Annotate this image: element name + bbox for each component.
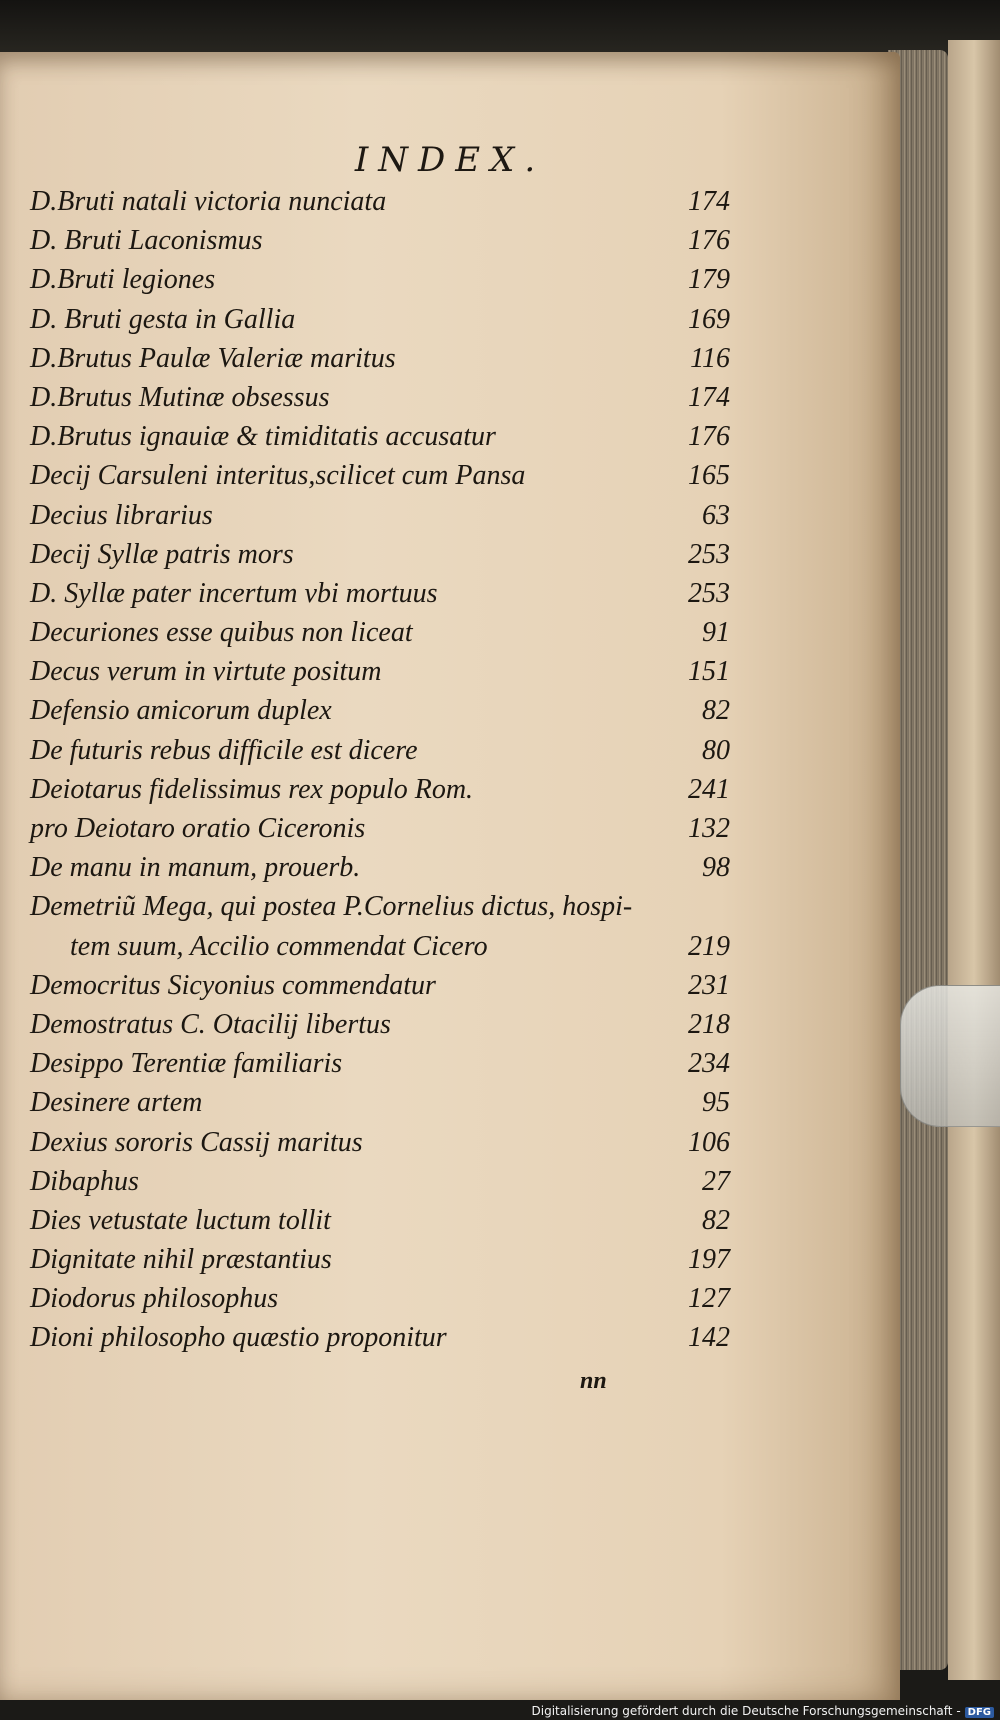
entry-page-number: 174 bbox=[688, 381, 730, 413]
entry-page-number: 127 bbox=[688, 1283, 730, 1315]
entry-text: Decius librarius bbox=[30, 499, 213, 531]
entry-text: Democritus Sicyonius commendatur bbox=[30, 969, 436, 1001]
entry-page-number: 63 bbox=[702, 499, 730, 531]
entry-page-number: 95 bbox=[702, 1087, 730, 1119]
entry-page-number: 179 bbox=[688, 264, 730, 296]
entry-text: Decus verum in virtute positum bbox=[30, 656, 382, 688]
entry-page-number: 116 bbox=[690, 342, 730, 374]
entry-text: Decij Carsuleni interitus,scilicet cum Pansa bbox=[30, 460, 526, 492]
page-title: INDEX. bbox=[354, 140, 546, 180]
index-entry bbox=[30, 339, 730, 378]
entry-page-number: 176 bbox=[688, 421, 730, 453]
index-entry bbox=[30, 613, 730, 652]
entry-text: tem suum, Accilio commendat Cicero bbox=[70, 930, 488, 962]
entry-page-number: 176 bbox=[688, 225, 730, 257]
index-entry bbox=[30, 1201, 730, 1240]
entry-text: Desinere artem bbox=[30, 1087, 203, 1119]
entry-page-number: 27 bbox=[702, 1165, 730, 1197]
index-entry bbox=[30, 456, 730, 495]
entry-text: Demetriũ Mega, qui postea P.Cornelius dictus, hospi- bbox=[30, 891, 633, 923]
entry-page-number: 231 bbox=[688, 969, 730, 1001]
entry-page-number: 234 bbox=[688, 1048, 730, 1080]
entry-page-number: 174 bbox=[688, 186, 730, 217]
index-entry bbox=[30, 1083, 730, 1122]
index-entry bbox=[30, 1123, 730, 1162]
dfg-logo: DFG bbox=[965, 1707, 994, 1718]
entry-text: Deiotarus fidelissimus rex populo Rom. bbox=[30, 773, 474, 805]
entry-text: Dies vetustate luctum tollit bbox=[30, 1204, 331, 1236]
index-entry bbox=[30, 300, 730, 339]
entry-text: D.Brutus Mutinæ obsessus bbox=[30, 381, 330, 413]
entry-text: Demostratus C. Otacilij libertus bbox=[30, 1008, 391, 1040]
index-entry bbox=[30, 966, 730, 1005]
entry-text: pro Deiotaro oratio Ciceronis bbox=[30, 813, 366, 844]
index-entry bbox=[30, 1162, 730, 1201]
digitization-credit bbox=[532, 1704, 995, 1718]
binding-board bbox=[948, 40, 1000, 1680]
index-entry bbox=[30, 496, 730, 535]
index-entry bbox=[30, 770, 730, 809]
entry-text: D. Bruti Laconismus bbox=[30, 225, 263, 257]
entry-page-number: 197 bbox=[688, 1244, 730, 1276]
index-entry bbox=[30, 574, 730, 613]
index-entry bbox=[30, 221, 730, 260]
entry-text: D.Brutus ignauiæ & timiditatis accusatur bbox=[30, 421, 496, 453]
entry-text: D. Bruti gesta in Gallia bbox=[30, 303, 296, 335]
index-entry bbox=[30, 731, 730, 770]
entry-page-number: 82 bbox=[702, 695, 730, 727]
entry-page-number: 169 bbox=[688, 303, 730, 335]
index-entry bbox=[30, 1240, 730, 1279]
top-shadow bbox=[0, 0, 1000, 60]
index-entry bbox=[30, 1044, 730, 1083]
index-entry bbox=[30, 182, 730, 221]
index-entry bbox=[30, 535, 730, 574]
entry-text: D. Syllæ pater incertum vbi mortuus bbox=[30, 577, 438, 609]
index-entry bbox=[30, 809, 730, 848]
entry-text: Decij Syllæ patris mors bbox=[30, 538, 294, 570]
entry-text: Defensio amicorum duplex bbox=[30, 695, 332, 727]
entry-page-number: 218 bbox=[688, 1008, 730, 1040]
index-entry bbox=[30, 417, 730, 456]
entry-page-number: 91 bbox=[702, 617, 730, 649]
entry-text: D.Bruti natali victoria nunciata bbox=[30, 186, 387, 217]
entry-text: Diodorus philosophus bbox=[30, 1283, 279, 1315]
entry-page-number: 253 bbox=[688, 538, 730, 570]
entry-page-number: 151 bbox=[688, 656, 730, 688]
entry-text: De futuris rebus difficile est dicere bbox=[30, 734, 418, 766]
entry-page-number: 253 bbox=[688, 577, 730, 609]
entry-text: Decuriones esse quibus non liceat bbox=[30, 617, 413, 649]
entry-page-number: 80 bbox=[702, 734, 730, 766]
index-entry bbox=[30, 1005, 730, 1044]
entry-text: De manu in manum, prouerb. bbox=[30, 852, 361, 884]
index-entry bbox=[30, 691, 730, 730]
entry-text: Dignitate nihil præstantius bbox=[30, 1244, 332, 1276]
entry-text: Dexius sororis Cassij maritus bbox=[30, 1126, 363, 1158]
entry-text: D.Bruti legiones bbox=[30, 264, 216, 296]
page-clip bbox=[900, 985, 1000, 1127]
entry-page-number: 241 bbox=[688, 773, 730, 805]
index-entry bbox=[30, 1279, 730, 1318]
entry-page-number: 219 bbox=[688, 930, 730, 962]
entry-page-number: 132 bbox=[688, 813, 730, 844]
credit-text: Digitalisierung gefördert durch die Deutsche Forschungsgemeinschaft - bbox=[531, 1704, 961, 1718]
entry-page-number: 98 bbox=[702, 852, 730, 884]
entry-text: D.Brutus Paulæ Valeriæ maritus bbox=[30, 342, 396, 374]
entry-text: Dibaphus bbox=[30, 1165, 139, 1197]
index-entry bbox=[30, 260, 730, 299]
entry-page-number: 82 bbox=[702, 1204, 730, 1236]
entry-page-number: 142 bbox=[688, 1322, 730, 1354]
index-entry bbox=[30, 887, 730, 926]
index-entry bbox=[30, 378, 730, 417]
index-entry bbox=[30, 848, 730, 887]
index-entry bbox=[30, 927, 730, 966]
index-entry bbox=[30, 652, 730, 691]
signature-mark: nn bbox=[580, 1368, 607, 1394]
entry-text: Dioni philosopho quæstio proponitur bbox=[30, 1322, 447, 1354]
entry-page-number: 165 bbox=[688, 460, 730, 492]
index-entries bbox=[30, 182, 730, 1358]
entry-page-number: 106 bbox=[688, 1126, 730, 1158]
index-entry bbox=[30, 1318, 730, 1357]
entry-text: Desippo Terentiæ familiaris bbox=[30, 1048, 343, 1080]
